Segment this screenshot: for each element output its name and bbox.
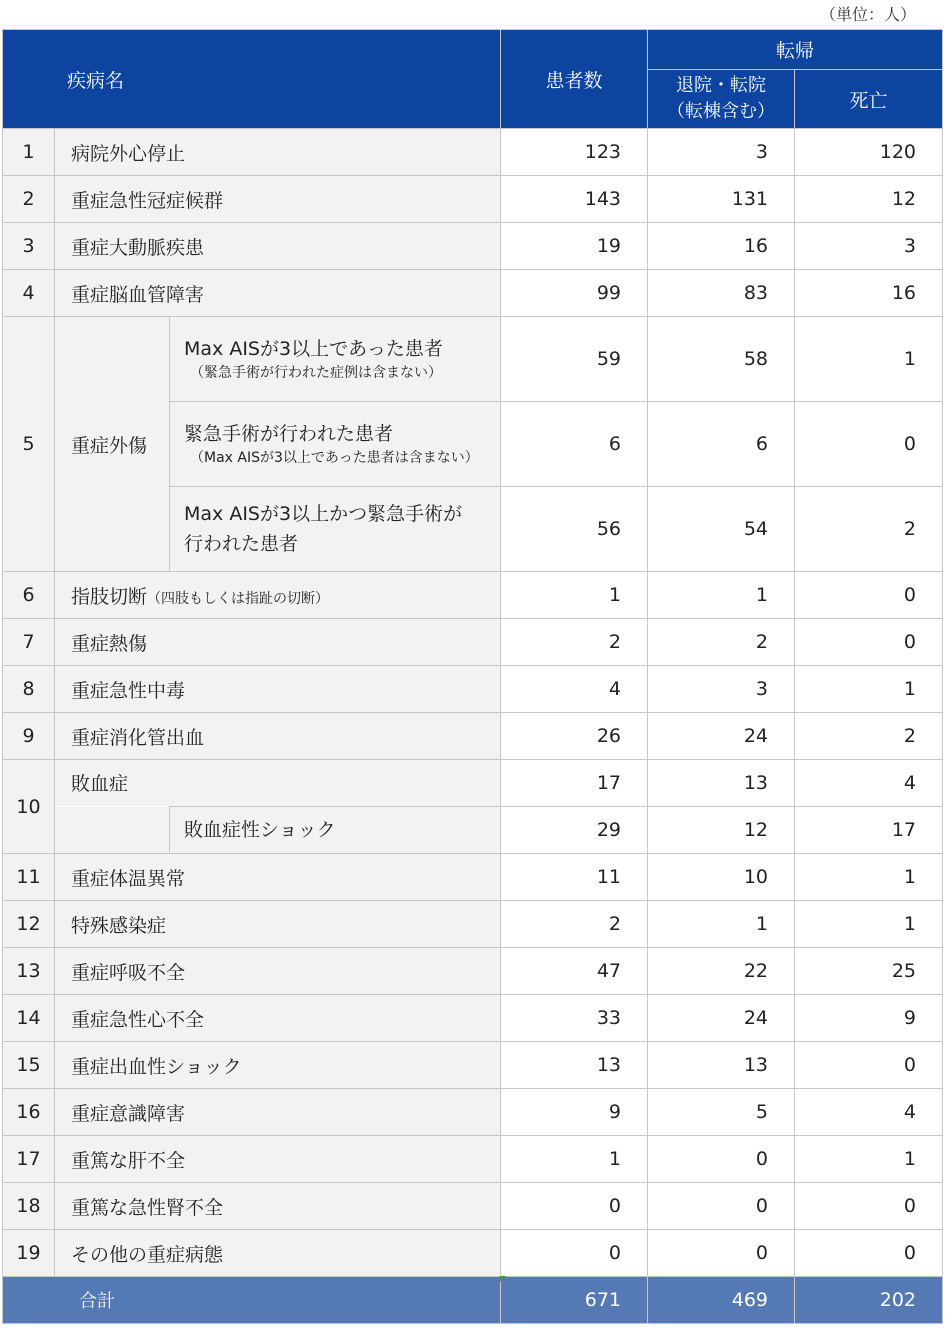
death-cell: 3 [795,223,943,270]
header-disease: 疾病名 [3,30,501,129]
disease-outcome-table [2,29,943,1324]
discharge-cell: 6 [648,402,795,487]
death-cell: 1 [795,666,943,713]
table-row [3,807,943,854]
patients-cell: 2 [501,619,648,666]
death-cell: 1 [795,1136,943,1183]
row-number: 6 [3,572,55,619]
table-row [3,666,943,713]
table-row [3,1136,943,1183]
death-cell: 0 [795,1183,943,1230]
patients-cell: 29 [501,807,648,854]
table-row [3,1183,943,1230]
table-row [3,619,943,666]
patients-cell: 56 [501,487,648,572]
table-row [3,1042,943,1089]
discharge-cell: 1 [648,572,795,619]
row-number: 4 [3,270,55,317]
death-cell: 2 [795,713,943,760]
patients-cell: 17 [501,760,648,807]
table-row [3,270,943,317]
death-cell: 2 [795,487,943,572]
discharge-cell: 0 [648,1136,795,1183]
row-name: 敗血症 [55,760,501,807]
table-row [3,223,943,270]
discharge-cell: 10 [648,854,795,901]
row-name-spacer [55,807,170,854]
row-number: 5 [3,317,55,572]
total-row [3,1277,943,1324]
death-cell: 12 [795,176,943,223]
discharge-cell: 24 [648,995,795,1042]
row-number: 16 [3,1089,55,1136]
discharge-cell: 13 [648,760,795,807]
discharge-cell: 0 [648,1230,795,1277]
row-number: 12 [3,901,55,948]
death-cell: 1 [795,854,943,901]
subcategory-text-line2: 行われた患者 [184,533,299,555]
patients-cell: 0 [501,1183,648,1230]
subcategory-text-line1: Max AISが3以上かつ緊急手術が [184,503,463,525]
row-number: 11 [3,854,55,901]
row-name: 重篤な肝不全 [55,1136,501,1183]
discharge-cell: 13 [648,1042,795,1089]
subcategory-label: 敗血症性ショック [170,807,501,854]
death-cell: 0 [795,619,943,666]
row-name: 重症消化管出血 [55,713,501,760]
subcategory-label [170,402,501,487]
subcategory-text: Max AISが3以上であった患者 [184,338,443,360]
discharge-cell: 3 [648,129,795,176]
row-number: 2 [3,176,55,223]
row-name: 重症大動脈疾患 [55,223,501,270]
discharge-cell: 5 [648,1089,795,1136]
patients-cell: 143 [501,176,648,223]
row-number: 7 [3,619,55,666]
discharge-cell: 22 [648,948,795,995]
patients-cell: 33 [501,995,648,1042]
table-row [3,854,943,901]
row-name: 重篤な急性腎不全 [55,1183,501,1230]
total-label: 合計 [3,1277,501,1324]
row-name: 重症外傷 [55,317,170,572]
table-row [3,176,943,223]
patients-cell: 13 [501,1042,648,1089]
death-cell: 4 [795,760,943,807]
row-number: 8 [3,666,55,713]
header-discharge [648,70,795,129]
row-number: 9 [3,713,55,760]
discharge-cell: 12 [648,807,795,854]
patients-cell: 26 [501,713,648,760]
header-discharge-line1: 退院・転院 [676,75,766,96]
discharge-cell: 131 [648,176,795,223]
patients-cell: 0 [501,1230,648,1277]
subcategory-label [170,487,501,572]
subcategory-note: （緊急手術が行われた症例は含まない） [190,365,442,381]
row-name: 重症急性冠症候群 [55,176,501,223]
death-cell: 16 [795,270,943,317]
row-name: 重症熱傷 [55,619,501,666]
row-number: 3 [3,223,55,270]
patients-cell: 19 [501,223,648,270]
death-cell: 0 [795,1042,943,1089]
subcategory-text: 緊急手術が行われた患者 [184,423,394,445]
patients-cell: 99 [501,270,648,317]
discharge-cell: 1 [648,901,795,948]
unit-label: （単位：人） [819,5,916,24]
row-name: 特殊感染症 [55,901,501,948]
cell-comment-marker [500,1276,506,1282]
table-row [3,1230,943,1277]
table-row [3,995,943,1042]
table-row [3,901,943,948]
discharge-cell: 3 [648,666,795,713]
discharge-cell: 83 [648,270,795,317]
patients-cell: 2 [501,901,648,948]
death-cell: 120 [795,129,943,176]
table-row [3,572,943,619]
death-cell: 0 [795,402,943,487]
death-cell: 0 [795,572,943,619]
row-name: その他の重症病態 [55,1230,501,1277]
row-name: 重症急性心不全 [55,995,501,1042]
patients-cell: 47 [501,948,648,995]
table-row [3,129,943,176]
death-cell: 25 [795,948,943,995]
row-name: 指肢切断 [71,585,148,608]
discharge-cell: 54 [648,487,795,572]
row-name: 重症体温異常 [55,854,501,901]
row-name: 病院外心停止 [55,129,501,176]
patients-cell: 1 [501,572,648,619]
death-cell: 17 [795,807,943,854]
row-number: 1 [3,129,55,176]
table-row [3,760,943,807]
row-name-cell [55,572,501,619]
row-number: 10 [3,760,55,854]
discharge-cell: 2 [648,619,795,666]
header-death: 死亡 [795,70,943,129]
discharge-cell: 16 [648,223,795,270]
patients-cell: 59 [501,317,648,402]
row-number: 18 [3,1183,55,1230]
total-discharge: 469 [648,1277,795,1324]
row-name: 重症出血性ショック [55,1042,501,1089]
death-cell: 0 [795,1230,943,1277]
subcategory-note: （Max AISが3以上であった患者は含まない） [190,450,479,466]
row-number: 19 [3,1230,55,1277]
death-cell: 1 [795,317,943,402]
row-number: 13 [3,948,55,995]
table-row [3,317,943,402]
patients-cell: 6 [501,402,648,487]
total-patients: 671 [501,1277,648,1324]
patients-cell: 1 [501,1136,648,1183]
header-discharge-line2: （転棟含む） [667,101,775,122]
row-name-note: （四肢もしくは指趾の切断） [147,590,330,607]
total-death: 202 [795,1277,943,1324]
patients-cell: 4 [501,666,648,713]
death-cell: 9 [795,995,943,1042]
death-cell: 4 [795,1089,943,1136]
table-row [3,948,943,995]
row-name: 重症脳血管障害 [55,270,501,317]
row-number: 15 [3,1042,55,1089]
header-patients: 患者数 [501,30,648,129]
patients-cell: 123 [501,129,648,176]
patients-cell: 9 [501,1089,648,1136]
subcategory-label [170,317,501,402]
row-name: 重症意識障害 [55,1089,501,1136]
row-name: 重症急性中毒 [55,666,501,713]
header-outcome: 転帰 [648,30,943,70]
patients-cell: 11 [501,854,648,901]
discharge-cell: 0 [648,1183,795,1230]
table-row [3,713,943,760]
table-row [3,1089,943,1136]
row-number: 17 [3,1136,55,1183]
discharge-cell: 24 [648,713,795,760]
discharge-cell: 58 [648,317,795,402]
death-cell: 1 [795,901,943,948]
row-name: 重症呼吸不全 [55,948,501,995]
row-number: 14 [3,995,55,1042]
